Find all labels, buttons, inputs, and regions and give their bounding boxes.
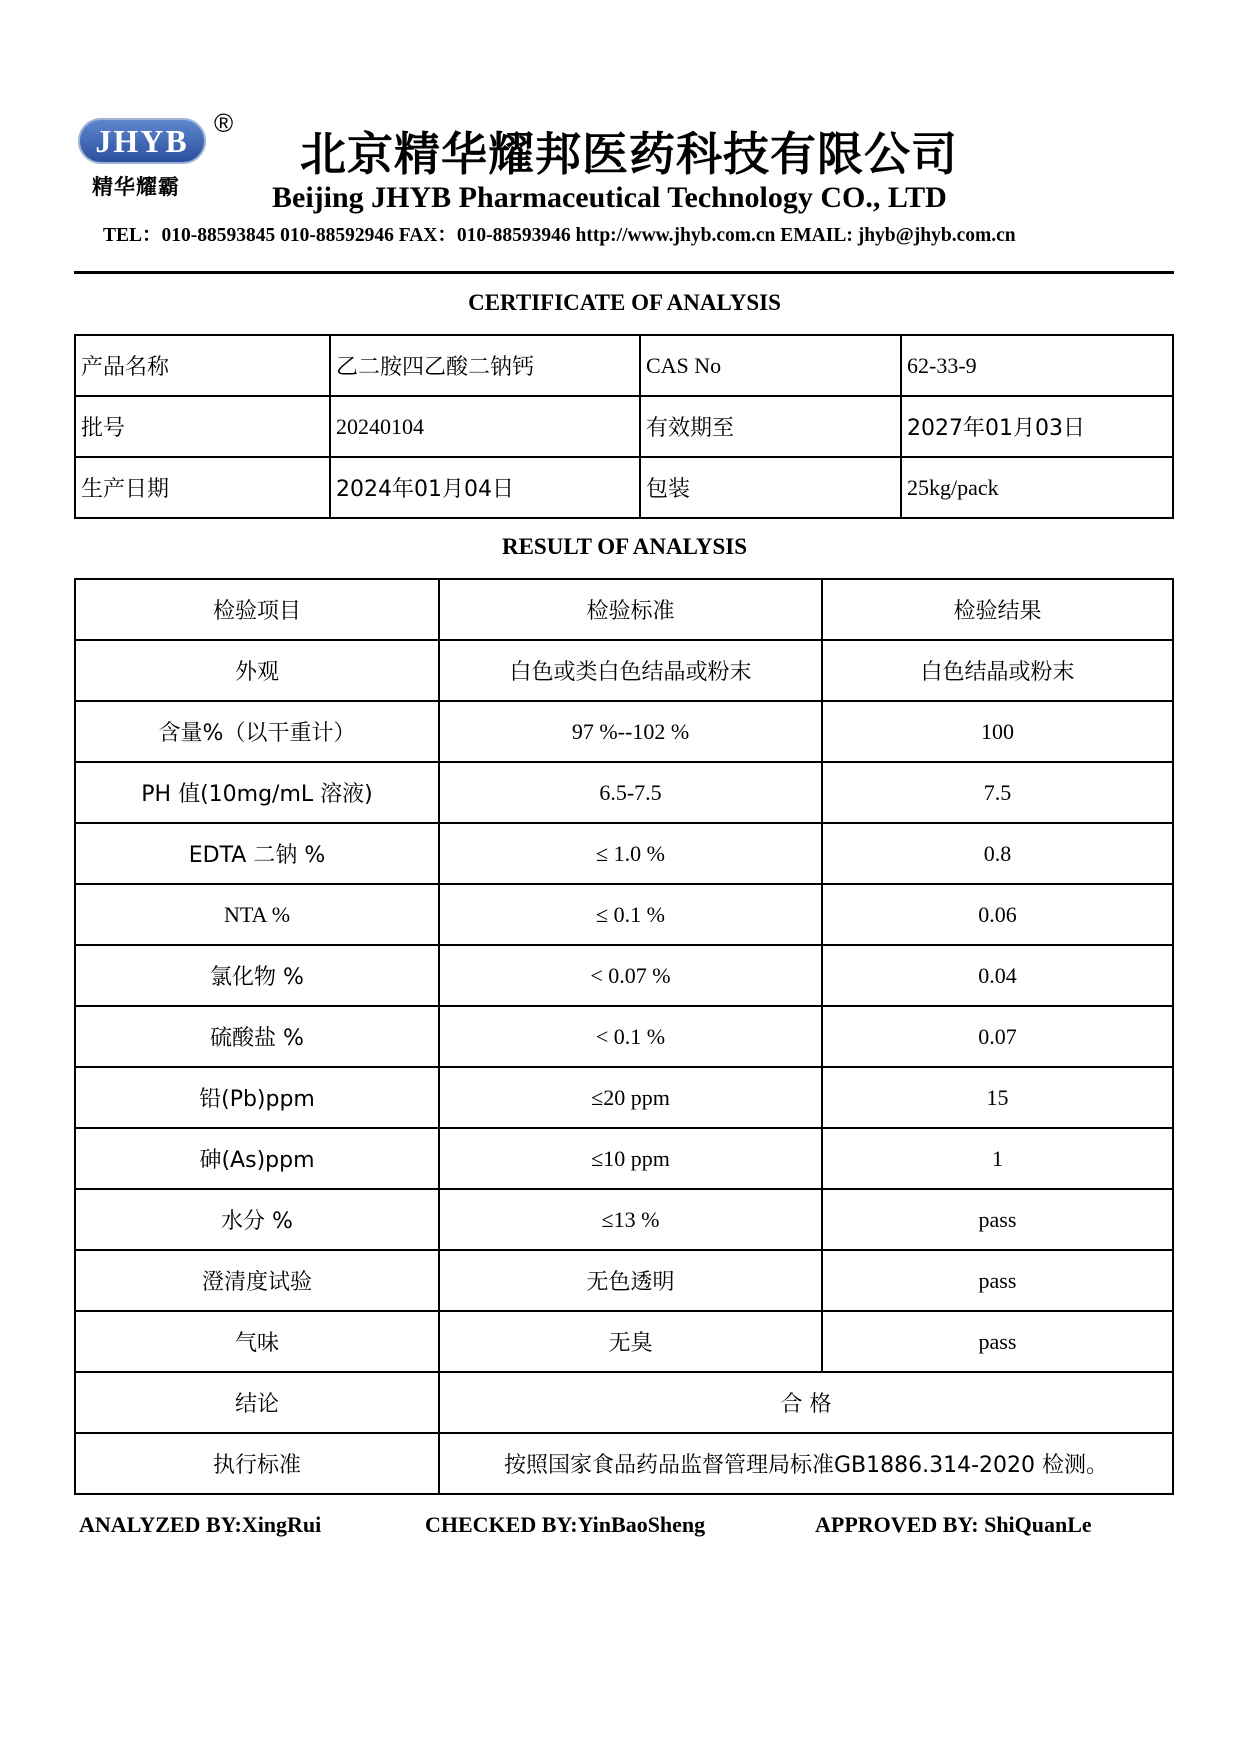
test-result: 0.07 <box>822 1006 1173 1067</box>
company-name-english: Beijing JHYB Pharmaceutical Technology CO., LTD <box>272 181 947 214</box>
test-standard: ≤13 % <box>439 1189 822 1250</box>
info-value: 乙二胺四乙酸二钠钙 <box>330 335 640 396</box>
info-value: 2027年01月03日 <box>901 396 1173 457</box>
results-table <box>74 578 1174 1495</box>
approved-by: APPROVED BY: ShiQuanLe <box>815 1512 1092 1537</box>
standard-value: 按照国家食品药品监督管理局标准GB1886.314-2020 检测。 <box>439 1433 1173 1494</box>
test-standard: < 0.07 % <box>439 945 822 1006</box>
test-result: 白色结晶或粉末 <box>822 640 1173 701</box>
info-label: CAS No <box>640 335 901 396</box>
test-item: 铅(Pb)ppm <box>75 1067 439 1128</box>
info-value: 20240104 <box>330 396 640 457</box>
test-standard: ≤ 1.0 % <box>439 823 822 884</box>
table-row <box>75 884 1173 945</box>
test-item: 氯化物 % <box>75 945 439 1006</box>
info-value: 2024年01月04日 <box>330 457 640 518</box>
test-result: 1 <box>822 1128 1173 1189</box>
standard-label: 执行标准 <box>75 1433 439 1494</box>
info-label: 生产日期 <box>75 457 330 518</box>
analyzed-by: ANALYZED BY:XingRui <box>79 1512 322 1537</box>
test-result: 7.5 <box>822 762 1173 823</box>
test-standard: 无臭 <box>439 1311 822 1372</box>
table-row <box>75 701 1173 762</box>
results-header-row <box>75 579 1173 640</box>
result-title: RESULT OF ANALYSIS <box>501 534 748 559</box>
table-row <box>75 1128 1173 1189</box>
conclusion-row <box>75 1372 1173 1433</box>
test-item: PH 值(10mg/mL 溶液) <box>75 762 439 823</box>
info-value: 25kg/pack <box>901 457 1173 518</box>
test-item: 外观 <box>75 640 439 701</box>
info-label: 有效期至 <box>640 396 901 457</box>
table-row <box>75 1250 1173 1311</box>
test-standard: ≤ 0.1 % <box>439 884 822 945</box>
test-item: 澄清度试验 <box>75 1250 439 1311</box>
test-item: NTA % <box>75 884 439 945</box>
info-row <box>75 335 1173 396</box>
test-standard: 白色或类白色结晶或粉末 <box>439 640 822 701</box>
info-row <box>75 396 1173 457</box>
test-item: 砷(As)ppm <box>75 1128 439 1189</box>
conclusion-label: 结论 <box>75 1372 439 1433</box>
table-row <box>75 1067 1173 1128</box>
info-label: 产品名称 <box>75 335 330 396</box>
info-label: 批号 <box>75 396 330 457</box>
table-row <box>75 823 1173 884</box>
column-header-standard: 检验标准 <box>439 579 822 640</box>
test-item: 水分 % <box>75 1189 439 1250</box>
test-item: 气味 <box>75 1311 439 1372</box>
logo-badge <box>78 118 206 164</box>
test-result: pass <box>822 1189 1173 1250</box>
product-info-table <box>74 334 1174 519</box>
checked-by: CHECKED BY:YinBaoSheng <box>425 1512 706 1537</box>
table-row <box>75 1006 1173 1067</box>
info-row <box>75 457 1173 518</box>
table-row <box>75 945 1173 1006</box>
conclusion-value: 合 格 <box>439 1372 1173 1433</box>
test-item: 硫酸盐 % <box>75 1006 439 1067</box>
table-row <box>75 640 1173 701</box>
test-standard: ≤20 ppm <box>439 1067 822 1128</box>
registered-mark: ® <box>214 108 234 138</box>
info-value: 62-33-9 <box>901 335 1173 396</box>
company-logo <box>78 108 234 200</box>
column-header-result: 检验结果 <box>822 579 1173 640</box>
info-label: 包装 <box>640 457 901 518</box>
test-result: 100 <box>822 701 1173 762</box>
test-standard: 6.5-7.5 <box>439 762 822 823</box>
test-result: 0.8 <box>822 823 1173 884</box>
standard-row <box>75 1433 1173 1494</box>
logo-chinese-name: 精华耀霸 <box>92 175 180 199</box>
test-result: pass <box>822 1250 1173 1311</box>
column-header-item: 检验项目 <box>75 579 439 640</box>
test-standard: < 0.1 % <box>439 1006 822 1067</box>
contact-line: TEL：010-88593845 010-88592946 FAX：010-88593946 http://www.jhyb.com.cn EMAIL: jhyb@jhyb.com.cn <box>103 225 1016 246</box>
table-row <box>75 1189 1173 1250</box>
logo-letters: JHYB <box>95 122 189 159</box>
test-standard: 97 %--102 % <box>439 701 822 762</box>
test-standard: 无色透明 <box>439 1250 822 1311</box>
test-item: 含量%（以干重计） <box>75 701 439 762</box>
test-result: 0.04 <box>822 945 1173 1006</box>
test-standard: ≤10 ppm <box>439 1128 822 1189</box>
table-row <box>75 762 1173 823</box>
header-divider <box>74 271 1174 274</box>
certificate-title: CERTIFICATE OF ANALYSIS <box>468 290 781 315</box>
test-item: EDTA 二钠 % <box>75 823 439 884</box>
company-name-chinese: 北京精华耀邦医药科技有限公司 <box>300 127 958 181</box>
test-result: 0.06 <box>822 884 1173 945</box>
test-result: 15 <box>822 1067 1173 1128</box>
test-result: pass <box>822 1311 1173 1372</box>
table-row <box>75 1311 1173 1372</box>
